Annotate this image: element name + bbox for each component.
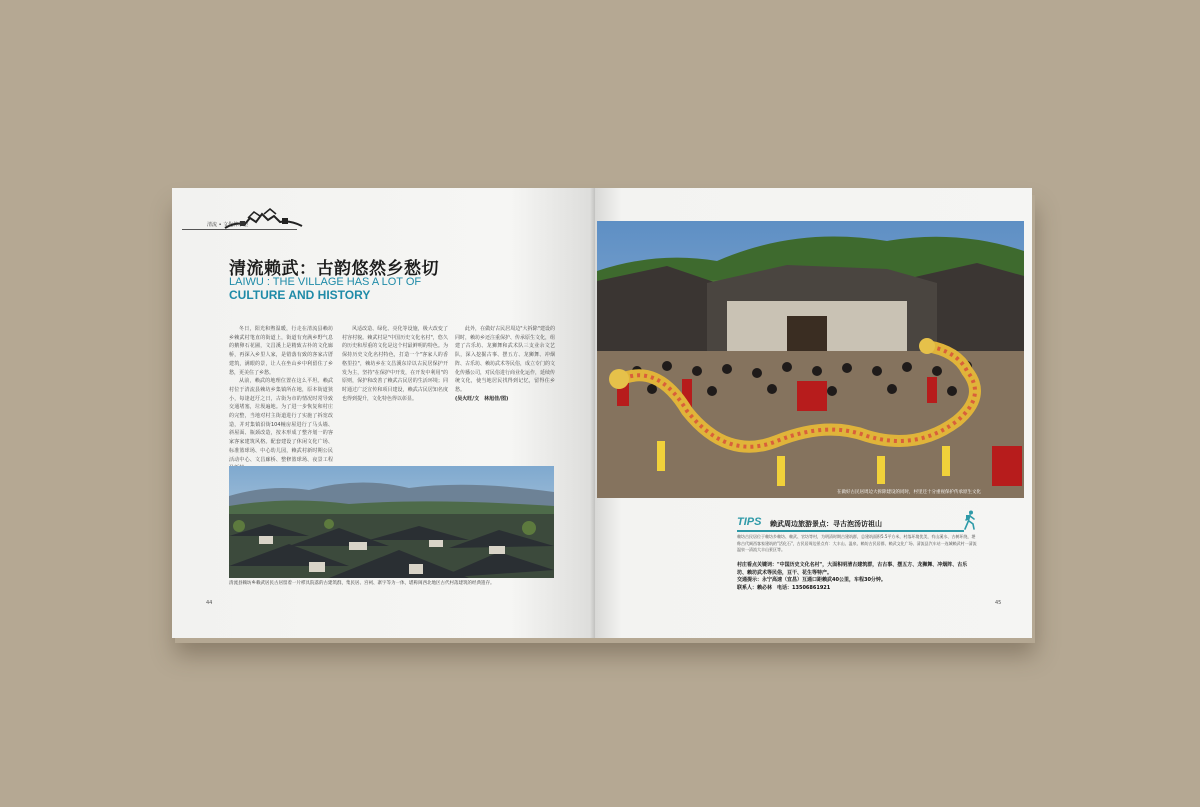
tips-body: 赖坊古民居位于赖坊乡赖坊、赖武、官坊等村，为明清时期古建筑群，总建筑面积5.5平方米，村落环境优美，有山溪水、古树环绕，堪称古代闽西客家建筑的"活化石"，古民居周边景点有：大丰山、温泉、赖坊古民居群、赖武文化广场、清流县汽车站一连城赖武村一清流温泉一清流大丰山景区等。 — [737, 534, 977, 552]
left-page — [172, 188, 595, 638]
article-title-en-line2: CULTURE AND HISTORY — [229, 288, 371, 302]
section-divider — [182, 229, 297, 230]
photo-caption: 清流县赖坊乡赖武居民古居留着一片栉具院落的古建筑群，集民居、宫祠、寨宇等为一体，堪称闽西北地区古代村落建筑的经典遗存。 — [229, 581, 495, 586]
village-panorama-photo — [229, 466, 554, 578]
paragraph: 风适改造、绿化、亮化等设施，极大改变了村容村貌。赖武村是"中国历史文化名村"，悠久的历史和厚重的文化是这个村最鲜明的特色。为保持历史文化名村特色，打造一个"客家人的香格里拉"，赖坊乡在文昌溪东岸以古民居保护开发为主，坚持"在保护中开发，在开发中利用"的原则，保护和改善了赖武古民居的生活环境；同时通过广泛宣传和项目建设，赖武古民居知名度也得到提升，文化特色得以彰显。 — [342, 326, 448, 402]
body-column-2 — [342, 325, 448, 460]
body-column-3 — [455, 325, 555, 460]
note-transport: 交通提示：永宁高速（宜昌）互通口距赖武40公里，车程30分钟。 — [737, 577, 886, 583]
article-title-cn: 清流赖武：古韵悠然乡愁切 — [229, 259, 439, 279]
tips-title: 赖武周边旅游景点：寻古泡汤访祖山 — [770, 520, 882, 528]
section-label: 清流 • 文化传承型 — [207, 222, 249, 228]
body-column-1 — [229, 325, 333, 465]
author-credit: (吴火旺/文 林旭佳/图) — [455, 395, 509, 402]
paragraph: 冬日，阳光和煦温暖，行走在清流县赖坊乡赖武村笔直的街道上，街道有充满乡野气息的鹅卵石花圃，文昌溪上是精致古朴的文化廊桥，再深入乡里人家，是错落有致的客家古厝建筑，满眼的景，让人在坐山乡中利留住了乡愁，更美住了乡愁。 — [229, 326, 333, 376]
tips-label: TIPS — [737, 516, 762, 528]
tips-divider — [737, 530, 964, 532]
photo-caption: 在做好古民居周边大拆除建设的同时，村里还十分重视保护传承原生文化 — [837, 490, 981, 495]
paragraph: 从前，赖武的地理位置在这么平坦。赖武村位于清流县赖坊乡集镇所在地，原本街道狭小，每逢赶圩之日，古街为市的情况时常导致交通堵塞，垃圾遍地。为了进一步恢复和村庄的完整，当地对村主街道进行了实施了拆宽改造，并对集镇沿街104幢房屋进行了马头墙、斜屋面、瓶颈改造，按本形成了整齐划一的客家客家建筑风格。配套建设了休闲文化广场、标准篮球场、中心幼儿园，赖武村新时期公民活动中心、文昌廊桥、整修篮球场、夜景工程 — [229, 378, 333, 463]
hiker-icon — [963, 510, 977, 530]
page-number: 44 — [206, 600, 213, 606]
paragraph: 此外，在做好古民居周边"大拆除"建设的同时，赖坊乡还注重保护、传承原生文化，组建了古乐坊、龙狮舞和武术队三支业余文艺队，深入挖掘古事、摆五方、龙狮舞、冲烟阵、古乐坊、赖坊武术等民俗，成立专门的文化传播公司，对民俗进行商业化运作，延续传统文化，使当地居民找得到记忆，留得住乡愁。 — [455, 326, 556, 393]
page-number: 45 — [995, 600, 1002, 606]
note-contact: 联系人：赖必林 电话：13506861921 — [737, 584, 831, 591]
right-page — [595, 188, 1032, 638]
article-title-en-line1: LAIWU : THE VILLAGE HAS A LOT OF — [229, 276, 422, 288]
dragon-dance-photo — [597, 221, 1024, 498]
note-keywords: 村庄看点关键词："中国历史文化名村"，大面积明清古建筑群，古古事、摆五方、龙狮舞、冲烟阵、古乐坊、赖坊武术等民俗，豆干、花生等特产。 — [737, 562, 968, 576]
tips-notes — [737, 562, 977, 592]
